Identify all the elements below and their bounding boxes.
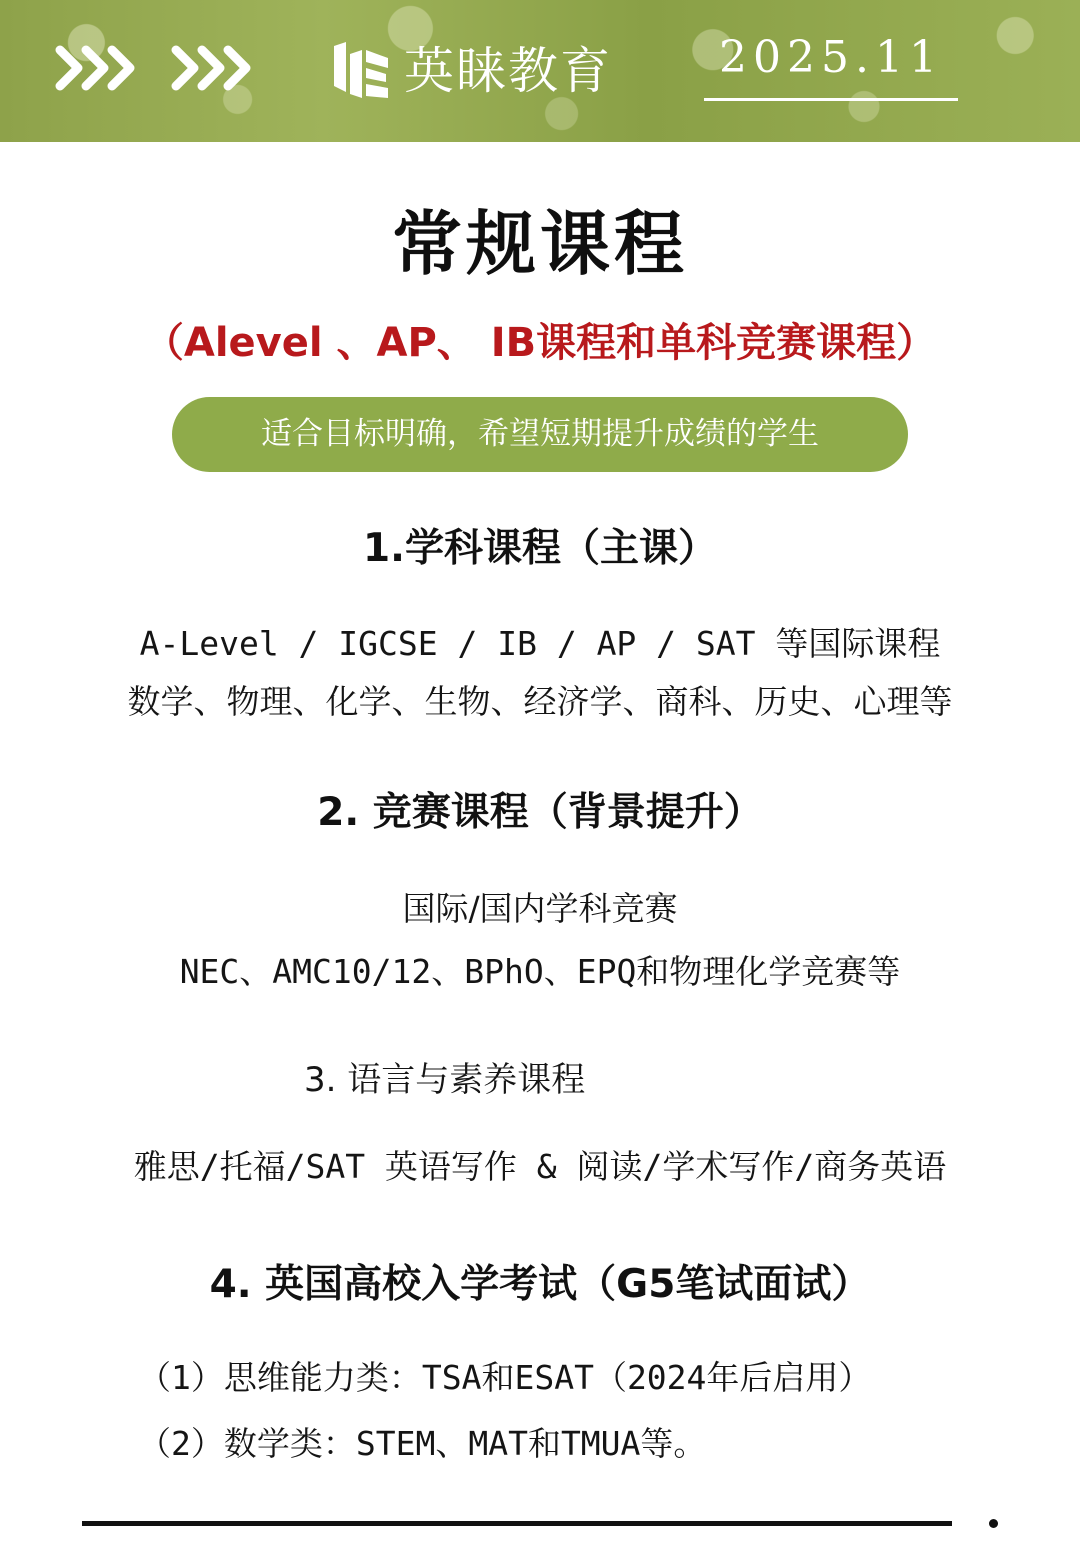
- page-subtitle: （Alevel 、AP、 IB课程和单科竞赛课程）: [143, 320, 937, 366]
- section-heading-1: 1.学科课程（主课）: [363, 526, 717, 571]
- section-1-line-1: A-Level / IGCSE / IB / AP / SAT 等国际课程: [139, 624, 941, 663]
- section-1-line-2: 数学、物理、化学、生物、经济学、商科、历史、心理等: [127, 682, 953, 721]
- footer-dot: [989, 1519, 998, 1528]
- section-2-line-1: 国际/国内学科竞赛: [402, 889, 678, 928]
- brand-name: 英睐教育: [404, 42, 612, 100]
- audience-pill: 适合目标明确，希望短期提升成绩的学生: [172, 397, 908, 472]
- section-4-line-1: （1）思维能力类：TSA和ESAT（2024年后启用）: [138, 1358, 872, 1397]
- header-banner: [0, 0, 1080, 142]
- section-heading-3: 3. 语言与素养课程: [304, 1060, 586, 1100]
- section-heading-4: 4. 英国高校入学考试（G5笔试面试）: [209, 1262, 871, 1307]
- section-4-line-2: （2）数学类：STEM、MAT和TMUA等。: [138, 1424, 707, 1463]
- section-2-line-2: NEC、AMC10/12、BPhO、EPQ和物理化学竞赛等: [179, 952, 901, 991]
- page-title: 常规课程: [392, 203, 688, 285]
- issue-date: 2025.11: [719, 32, 943, 83]
- section-3-line-1: 雅思/托福/SAT 英语写作 & 阅读/学术写作/商务英语: [133, 1147, 947, 1186]
- logo-icon: [330, 40, 392, 102]
- date-underline: [704, 98, 958, 101]
- section-heading-2: 2. 竞赛课程（背景提升）: [317, 790, 763, 835]
- footer-divider: [82, 1521, 952, 1526]
- chevrons-right-icon: [52, 38, 262, 98]
